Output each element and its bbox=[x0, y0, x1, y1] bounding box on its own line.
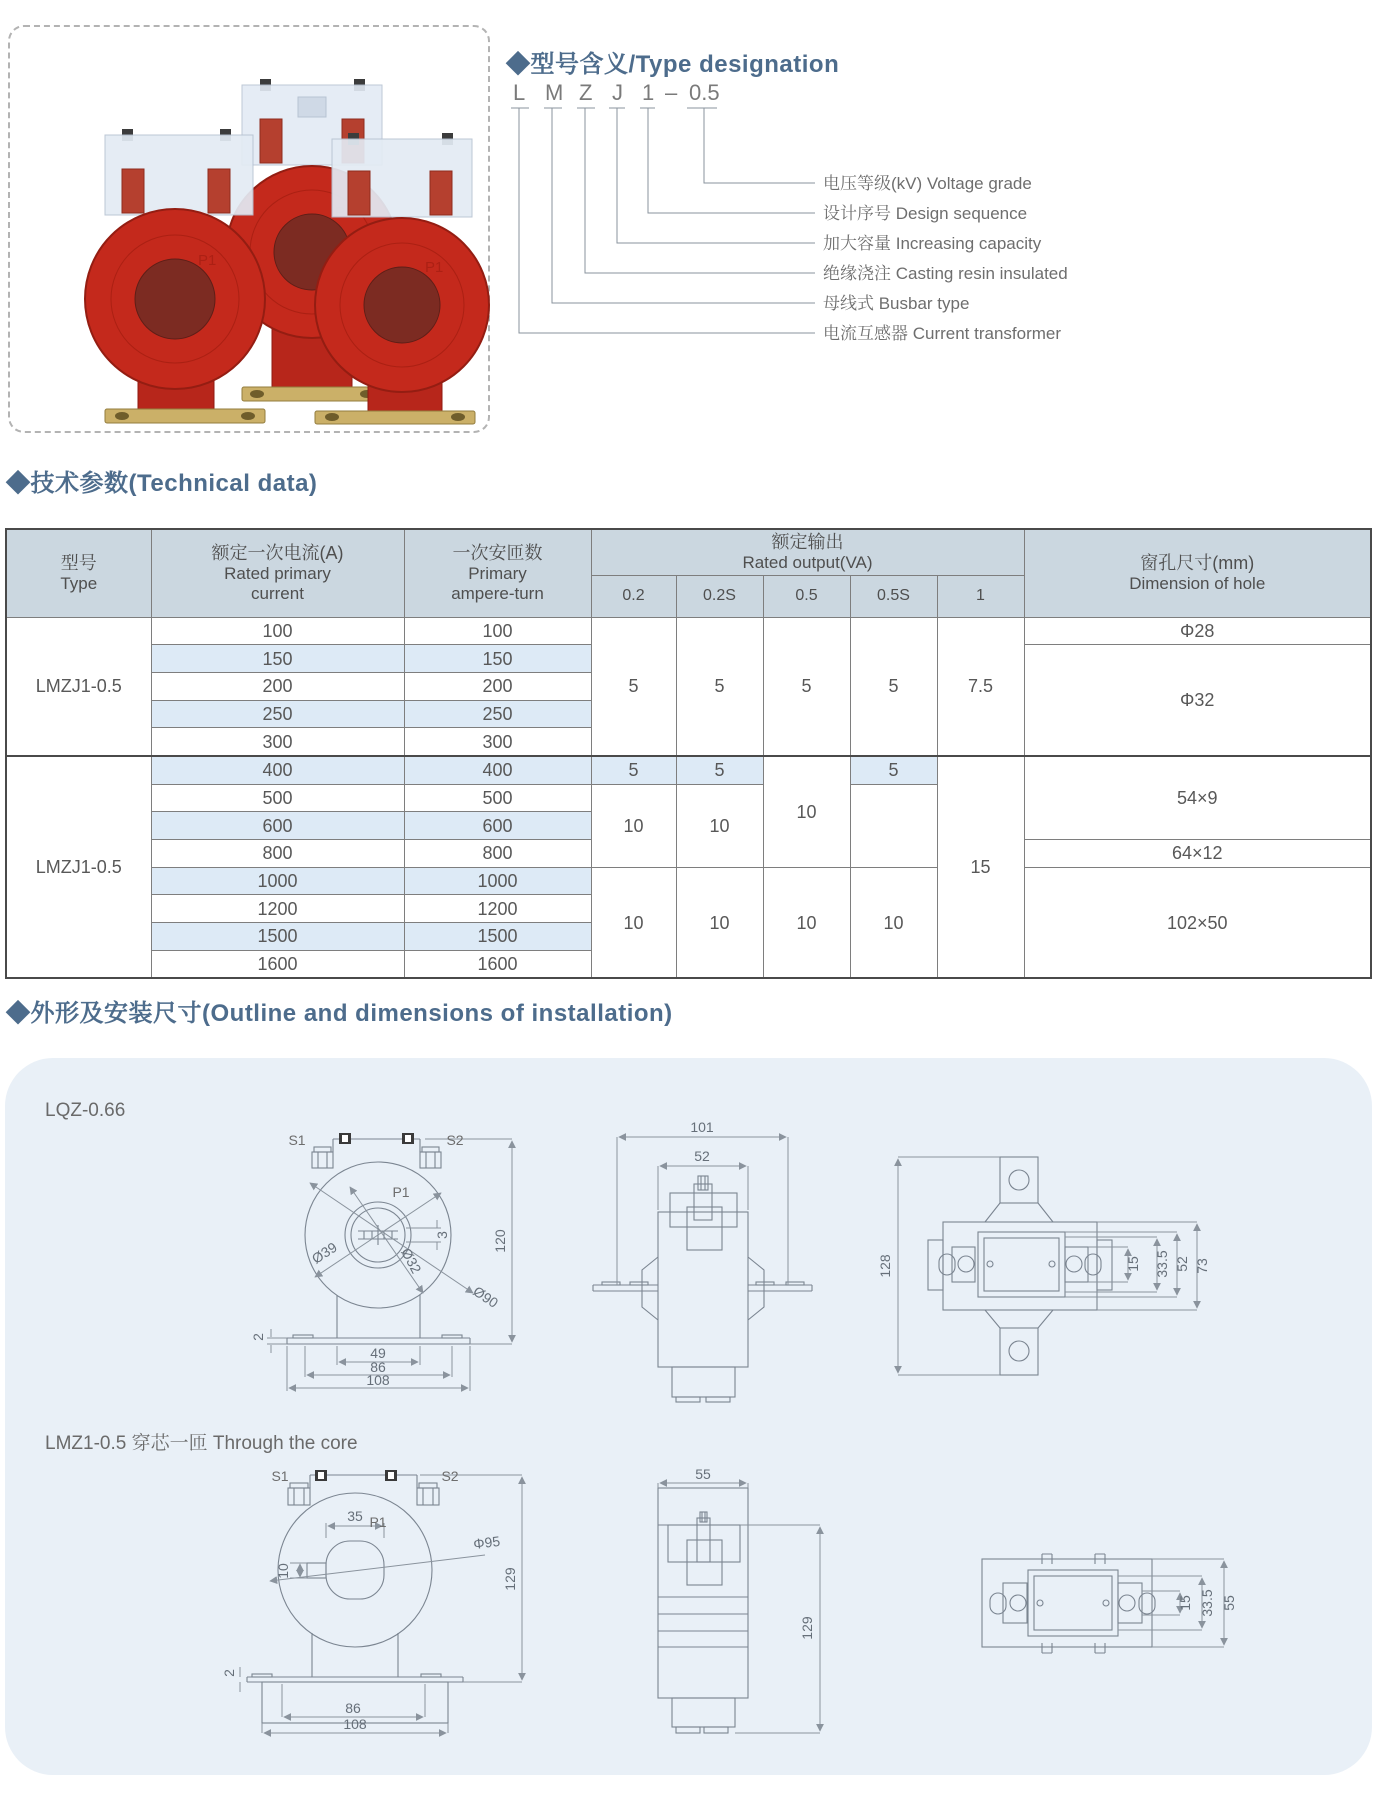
output-cell: 5 bbox=[676, 617, 763, 756]
svg-text:108: 108 bbox=[366, 1372, 390, 1388]
designation-labels bbox=[823, 174, 1068, 343]
svg-text:2: 2 bbox=[250, 1333, 266, 1341]
type-designation-title: ◆型号含义/Type designation bbox=[506, 51, 840, 78]
ampere-cell: 800 bbox=[404, 840, 591, 868]
drawing-lmz-front bbox=[221, 1465, 530, 1755]
current-cell: 400 bbox=[151, 756, 404, 784]
svg-text:49: 49 bbox=[370, 1345, 386, 1361]
hole-cell: 64×12 bbox=[1024, 840, 1371, 868]
lqz-mounting-texts bbox=[877, 1250, 1210, 1278]
ampere-cell: 1200 bbox=[404, 895, 591, 923]
p1-mark: P1 bbox=[198, 252, 217, 269]
ampere-cell: 300 bbox=[404, 728, 591, 756]
terminal-label: P1 bbox=[392, 1184, 410, 1200]
code-letter: Z bbox=[579, 80, 593, 105]
table-row bbox=[6, 867, 1371, 895]
hole-cell: 54×9 bbox=[1024, 756, 1371, 840]
table-row bbox=[6, 756, 1371, 784]
ampere-cell: 600 bbox=[404, 812, 591, 840]
code-letter: M bbox=[545, 80, 564, 105]
svg-text:35: 35 bbox=[347, 1508, 363, 1524]
drawing-label-lmz: LMZ1-0.5 穿芯一匝 Through the core bbox=[45, 1433, 358, 1454]
terminal-label: S1 bbox=[288, 1132, 306, 1148]
type-designation-diagram bbox=[505, 78, 1375, 368]
ampere-cell: 1000 bbox=[404, 867, 591, 895]
ampere-cell: 1600 bbox=[404, 950, 591, 978]
table-cell-empty bbox=[850, 784, 937, 867]
terminal-label: P1 bbox=[369, 1514, 387, 1530]
ampere-cell: 100 bbox=[404, 617, 591, 645]
model-cell: LMZJ1-0.5 bbox=[6, 756, 151, 979]
svg-text:15: 15 bbox=[1125, 1256, 1141, 1272]
svg-text:15: 15 bbox=[1177, 1595, 1193, 1611]
drawing-lqz-side bbox=[560, 1120, 830, 1410]
current-cell: 150 bbox=[151, 645, 404, 673]
output-cell: 10 bbox=[591, 867, 676, 978]
code-letters bbox=[513, 80, 720, 105]
svg-text:10: 10 bbox=[275, 1563, 291, 1579]
lmz-side-outline bbox=[658, 1488, 748, 1733]
drawing-lqz-front bbox=[250, 1125, 525, 1400]
code-letter: – bbox=[665, 80, 678, 105]
lqz-front-texts bbox=[250, 1132, 508, 1388]
product-photo-illustration bbox=[10, 27, 484, 427]
model-cell: LMZJ1-0.5 bbox=[6, 617, 151, 756]
code-letter: 1 bbox=[642, 80, 655, 105]
lmz-front-texts bbox=[221, 1468, 518, 1732]
ampere-cell: 1500 bbox=[404, 923, 591, 951]
col-header-ampere: 一次安匝数 Primary ampere-turn bbox=[404, 529, 591, 617]
class-header: 0.2 bbox=[591, 575, 676, 617]
svg-text:108: 108 bbox=[343, 1716, 367, 1732]
svg-text:Φ95: Φ95 bbox=[472, 1532, 501, 1552]
output-cell: 7.5 bbox=[937, 617, 1024, 756]
terminal-label: S2 bbox=[446, 1132, 464, 1148]
current-cell: 100 bbox=[151, 617, 404, 645]
output-cell: 5 bbox=[850, 617, 937, 756]
ampere-cell: 250 bbox=[404, 700, 591, 728]
svg-text:120: 120 bbox=[492, 1229, 508, 1253]
ampere-cell: 500 bbox=[404, 784, 591, 812]
output-cell: 5 bbox=[591, 756, 676, 784]
ampere-cell: 400 bbox=[404, 756, 591, 784]
lmz-side-dimensions bbox=[658, 1483, 820, 1733]
current-cell: 800 bbox=[151, 840, 404, 868]
col-header-type: 型号 Type bbox=[6, 529, 151, 617]
svg-text:Ø90: Ø90 bbox=[470, 1282, 502, 1311]
hole-cell: Φ32 bbox=[1024, 645, 1371, 756]
current-cell: 200 bbox=[151, 672, 404, 700]
lqz-side-outline bbox=[593, 1176, 812, 1402]
ampere-cell: 150 bbox=[404, 645, 591, 673]
output-cell: 5 bbox=[676, 756, 763, 784]
output-cell: 10 bbox=[676, 784, 763, 867]
col-header-output: 额定输出 Rated output(VA) bbox=[591, 529, 1024, 575]
code-letter: J bbox=[612, 80, 623, 105]
col-header-hole: 窗孔尺寸(mm) Dimension of hole bbox=[1024, 529, 1371, 617]
svg-text:86: 86 bbox=[370, 1359, 386, 1375]
outline-title: ◆外形及安装尺寸(Outline and dimensions of installation) bbox=[6, 1000, 673, 1027]
class-header: 0.2S bbox=[676, 575, 763, 617]
current-cell: 500 bbox=[151, 784, 404, 812]
class-header: 1 bbox=[937, 575, 1024, 617]
current-cell: 250 bbox=[151, 700, 404, 728]
designation-label: 加大容量 Increasing capacity bbox=[823, 234, 1042, 253]
terminal-label: S2 bbox=[441, 1468, 459, 1484]
svg-text:33.5: 33.5 bbox=[1154, 1250, 1170, 1278]
designation-label: 母线式 Busbar type bbox=[823, 294, 970, 313]
code-letter: L bbox=[513, 80, 526, 105]
hole-cell: Φ28 bbox=[1024, 617, 1371, 645]
current-cell: 1500 bbox=[151, 923, 404, 951]
product-photo-box bbox=[8, 25, 490, 433]
current-cell: 300 bbox=[151, 728, 404, 756]
lqz-mounting-outline bbox=[928, 1157, 1112, 1375]
technical-data-table bbox=[5, 528, 1372, 979]
svg-text:128: 128 bbox=[877, 1254, 893, 1278]
svg-text:52: 52 bbox=[694, 1148, 710, 1164]
output-cell: 10 bbox=[850, 867, 937, 978]
output-cell: 5 bbox=[591, 617, 676, 756]
class-header: 0.5S bbox=[850, 575, 937, 617]
current-cell: 1000 bbox=[151, 867, 404, 895]
lqz-side-texts bbox=[690, 1119, 714, 1164]
designation-label: 电流互感器 Current transformer bbox=[823, 324, 1062, 343]
class-header: 0.5 bbox=[763, 575, 850, 617]
lmz-mounting-texts bbox=[1177, 1589, 1237, 1616]
designation-label: 电压等级(kV) Voltage grade bbox=[823, 174, 1032, 193]
hole-cell: 102×50 bbox=[1024, 867, 1371, 978]
output-cell: 5 bbox=[763, 617, 850, 756]
terminal-label: S1 bbox=[271, 1468, 289, 1484]
transformer-left bbox=[85, 129, 265, 423]
designation-label: 绝缘浇注 Casting resin insulated bbox=[823, 264, 1068, 283]
current-cell: 1200 bbox=[151, 895, 404, 923]
svg-text:Ø39: Ø39 bbox=[308, 1238, 340, 1267]
table-row bbox=[6, 617, 1371, 645]
svg-text:55: 55 bbox=[695, 1466, 711, 1482]
svg-text:2: 2 bbox=[221, 1669, 237, 1677]
code-letter: 0.5 bbox=[689, 80, 720, 105]
svg-text:Ø32: Ø32 bbox=[398, 1245, 425, 1277]
output-cell: 15 bbox=[937, 756, 1024, 979]
output-cell: 10 bbox=[763, 756, 850, 867]
drawing-label-lqz: LQZ-0.66 bbox=[45, 1100, 126, 1121]
svg-text:55: 55 bbox=[1221, 1595, 1237, 1611]
svg-text:33.5: 33.5 bbox=[1199, 1589, 1215, 1617]
output-cell: 10 bbox=[676, 867, 763, 978]
technical-data-title: ◆技术参数(Technical data) bbox=[6, 470, 318, 497]
svg-text:129: 129 bbox=[799, 1616, 815, 1640]
svg-text:101: 101 bbox=[690, 1119, 714, 1135]
designation-connector-lines bbox=[519, 108, 815, 333]
svg-text:73: 73 bbox=[1194, 1258, 1210, 1274]
svg-text:52: 52 bbox=[1174, 1256, 1190, 1272]
designation-label: 设计序号 Design sequence bbox=[823, 204, 1028, 223]
svg-text:129: 129 bbox=[502, 1567, 518, 1591]
drawing-lmz-mounting bbox=[950, 1550, 1250, 1670]
output-cell: 10 bbox=[591, 784, 676, 867]
current-cell: 600 bbox=[151, 812, 404, 840]
col-header-current: 额定一次电流(A) Rated primary current bbox=[151, 529, 404, 617]
output-cell: 10 bbox=[763, 867, 850, 978]
output-cell: 5 bbox=[850, 756, 937, 784]
lqz-front-dimensions bbox=[267, 1139, 512, 1391]
ampere-cell: 200 bbox=[404, 672, 591, 700]
p1-mark: P1 bbox=[425, 259, 444, 276]
current-cell: 1600 bbox=[151, 950, 404, 978]
drawing-lmz-side bbox=[640, 1466, 840, 1740]
lmz-mounting-outline bbox=[982, 1554, 1155, 1653]
svg-text:86: 86 bbox=[345, 1700, 361, 1716]
drawing-lqz-mounting bbox=[877, 1150, 1210, 1385]
svg-text:3: 3 bbox=[434, 1231, 450, 1239]
